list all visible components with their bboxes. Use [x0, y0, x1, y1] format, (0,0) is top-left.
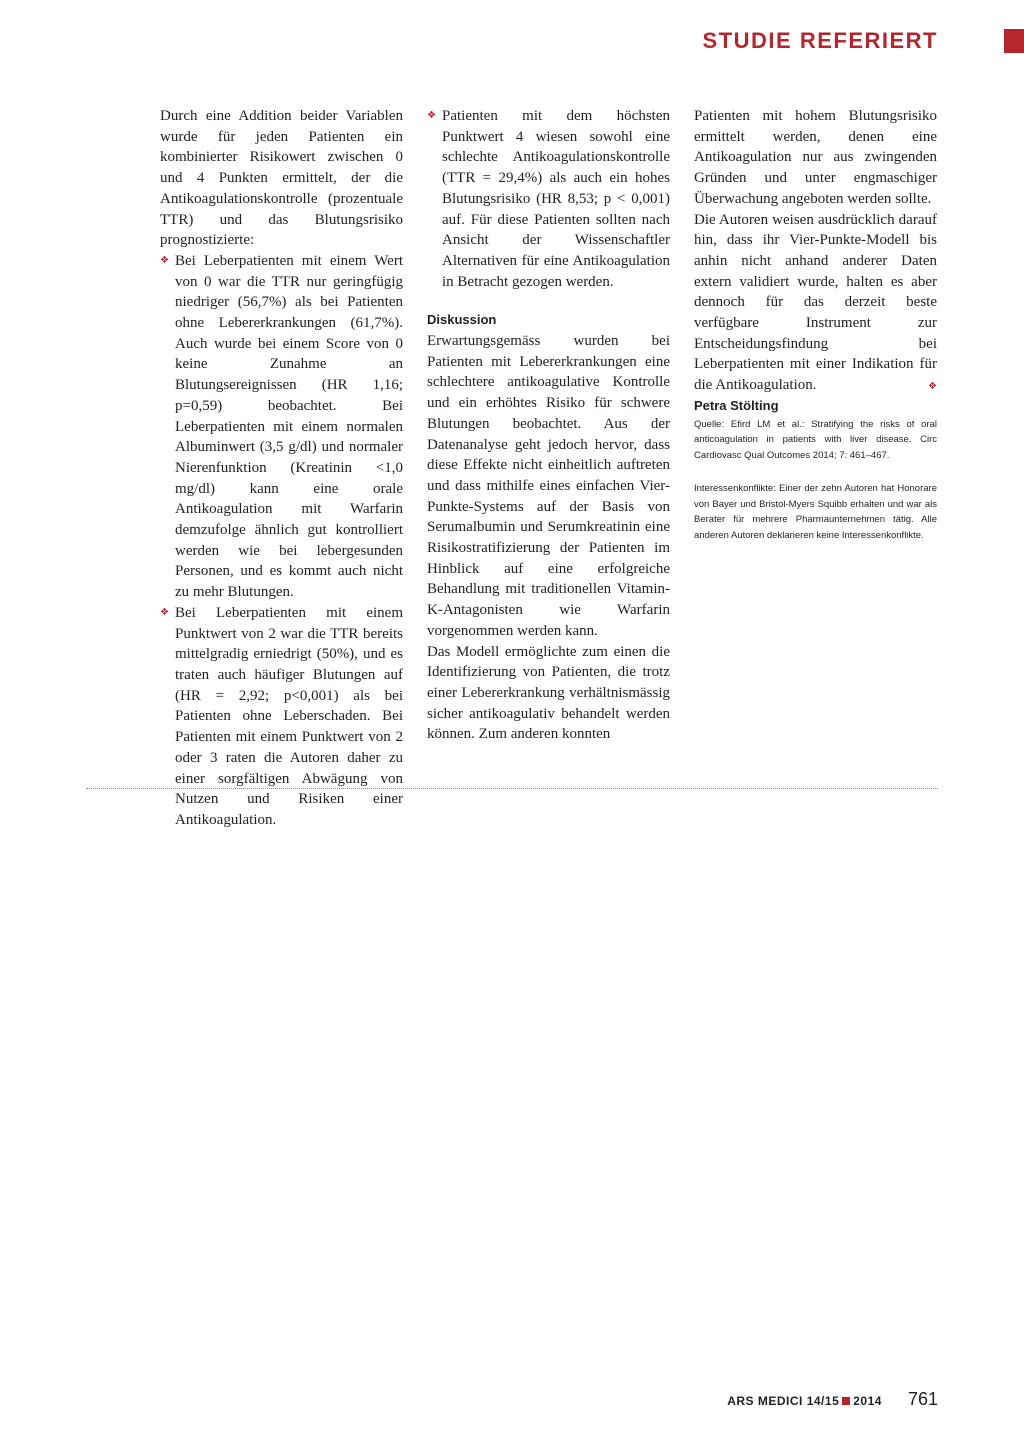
page-number: 761 — [907, 1389, 938, 1409]
continued-paragraph: Patienten mit hohem Blutungsrisiko ermittelt werden, denen eine Antikoagulation nur aus zwingenden Gründen und unter engmaschiger Überwachung angeboten werden sollte. — [694, 108, 937, 207]
source-citation: Quelle: Efird LM et al.: Stratifying the risks of oral anticoagulation in patients with liver disease. Circ Cardiovasc Qual Outcomes 2014; 7: 461–467. — [694, 418, 937, 461]
column-1 — [160, 106, 403, 831]
model-paragraph: Das Modell ermöglichte zum einen die Identifizierung von Patienten, die trotz einer Lebererkrankung verhältnismässig sicher antikoagulativ behandelt werden können. Zum anderen konnten — [427, 643, 670, 743]
dotted-divider — [86, 788, 938, 789]
conflict-of-interest: Interessenkonflikte: Einer der zehn Autoren hat Honorare von Bayer und Bristol-Myers Squibb erhalten und war als Berater für mehrere Pharmaunternehmen tätig. Alle anderen Autoren deklarieren keine Interessenkonflikte. — [694, 483, 937, 541]
column-3 — [694, 106, 937, 543]
bullet-item-score-4 — [427, 106, 670, 292]
conclusion-paragraph — [694, 210, 937, 396]
diamond-bullet-icon: ❖ — [427, 110, 436, 121]
page-footer — [727, 1389, 938, 1410]
author-name: Petra Stölting — [694, 397, 779, 413]
column-2 — [427, 106, 670, 745]
bullet-text: Patienten mit dem höchsten Punktwert 4 wiesen sowohl eine schlechte Antikoagulationskontrolle (TTR = 29,4%) als auch ein hohes Blutungsrisiko (HR 8,53; p < 0,001) auf. Für diese Patienten sollten nach Ansicht der Wissenschaftler Alternativen für eine Antikoagulation in Betracht gezogen werden. — [442, 108, 670, 290]
end-diamond-icon: ❖ — [928, 381, 937, 393]
section-color-block — [1004, 29, 1024, 53]
journal-name: ARS MEDICI 14/15 — [727, 1394, 840, 1408]
bullet-text: Bei Leberpatienten mit einem Wert von 0 war die TTR nur geringfügig niedriger (56,7%) als bei Patienten ohne Lebererkrankungen (61,7%). Auch wurde bei einem Score von 0 keine Zunahme an Blutungsereignissen (HR 1,16; p=0,59) beobachtet. Bei Leberpatienten mit einem normalen Albuminwert (3,5 g/dl) und normaler Nierenfunktion (Kreatinin <1,0 mg/dl) kann eine orale Antikoagulation mit Warfarin demzufolge ähnlich gut kontrolliert werden wie bei lebergesunden Personen, und es kommt auch nicht zu mehr Blutungen. — [175, 252, 403, 601]
diamond-bullet-icon: ❖ — [160, 254, 169, 266]
journal-year: 2014 — [853, 1394, 882, 1408]
intro-paragraph: Durch eine Addition beider Variablen wurde für jeden Patienten ein kombinierter Risikowert zwischen 0 und 4 Punkten ermittelt, der die Antikoagulationskontrolle (prozentuale TTR) und das Blutungsrisiko prognostizierte: — [160, 108, 403, 249]
discussion-heading: Diskussion — [427, 312, 497, 328]
bullet-item-score-0 — [160, 251, 403, 603]
discussion-paragraph: Erwartungsgemäss wurden bei Patienten mit Lebererkrankungen eine schlechtere antikoagulative Kontrolle und ein erhöhtes Risiko für schwere Blutungen beobachtet. Aus der Datenanalyse geht jedoch hervor, dass diese Effekte nicht einheitlich auftreten und dass mithilfe eines einfachen Vier-Punkte-Systems auf der Basis von Serumalbumin und Serumkreatinin eine Risikostratifizierung der Patienten im Hinblick auf eine erfolgreiche Behandlung mit traditionellen Vitamin-K-Antagonisten wie Warfarin vorgenommen werden kann. — [427, 333, 670, 639]
diamond-bullet-icon: ❖ — [160, 606, 169, 618]
conclusion-text: Die Autoren weisen ausdrücklich darauf hin, dass ihr Vier-Punkte-Modell bis anhin nicht anhand anderer Daten extern validiert wurde, halten es aber dennoch für das derzeit beste verfügbare Instrument zur Entscheidungsfindung bei Leberpatienten mit einer Indikation für die Antikoagulation. — [694, 211, 937, 394]
section-title: STUDIE REFERIERT — [702, 28, 938, 53]
footer-square-icon — [842, 1397, 850, 1405]
bullet-item-score-2 — [160, 603, 403, 831]
bullet-text: Bei Leberpatienten mit einem Punktwert von 2 war die TTR bereits mittelgradig erniedrigt (50%), und es traten auch häufiger Blutungen auf (HR = 2,92; p<0,001) als bei Patienten ohne Leberschaden. Bei Patienten mit einem Punktwert von 2 oder 3 raten die Autoren daher zu einer sorgfältigen Abwägung von Nutzen und Risiken einer Antikoagulation. — [175, 604, 403, 828]
